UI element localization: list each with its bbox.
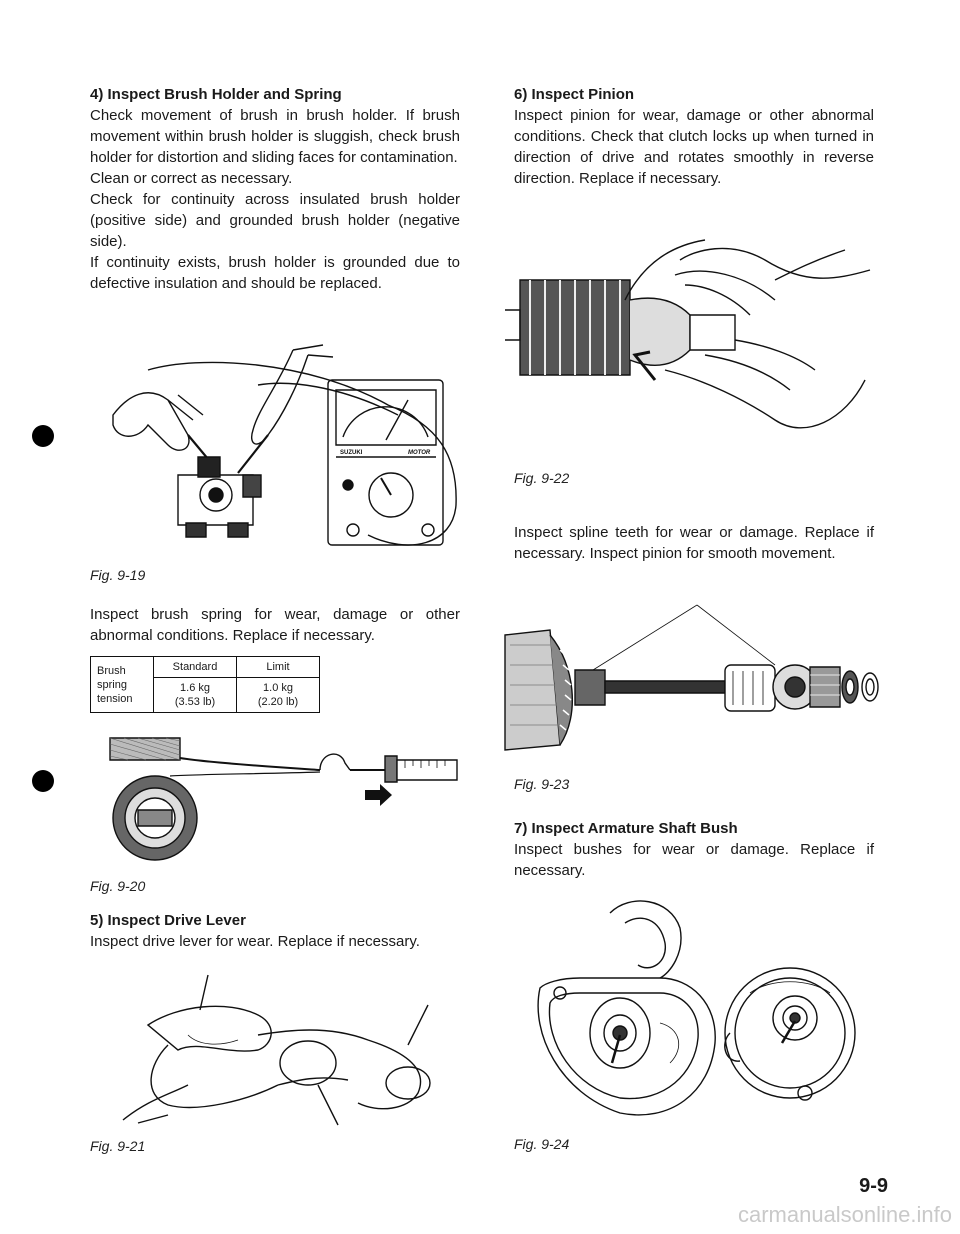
fig-9-21-illustration bbox=[108, 975, 448, 1130]
table-limit-kg: 1.0 kg bbox=[263, 682, 293, 694]
meter-brand-label: SUZUKI bbox=[340, 450, 363, 456]
spline-text: Inspect spline teeth for wear or damage. Replace if necessary. Inspect pinion for smooth movement. bbox=[514, 524, 874, 562]
table-limit-value bbox=[237, 678, 320, 713]
section-7-para-1: Inspect bushes for wear or damage. Replace if necessary. bbox=[514, 841, 874, 879]
table-row-header: Brush spring tension bbox=[91, 657, 154, 713]
binder-hole-bottom bbox=[32, 770, 54, 792]
section-7 bbox=[514, 820, 874, 881]
section-4-para-3: Check for continuity across insulated brush holder (positive side) and grounded brush holder (negative side). bbox=[90, 191, 460, 250]
section-7-heading: 7) Inspect Armature Shaft Bush bbox=[514, 820, 738, 837]
fig-9-22-caption: Fig. 9-22 bbox=[514, 470, 570, 486]
page-number: 9-9 bbox=[859, 1175, 888, 1197]
table-standard-lb: (3.53 lb) bbox=[174, 696, 216, 708]
fig-9-19-caption: Fig. 9-19 bbox=[90, 567, 146, 583]
table-standard-kg: 1.6 kg bbox=[180, 682, 210, 694]
fig-9-24-illustration bbox=[520, 893, 860, 1121]
section-5 bbox=[90, 912, 460, 952]
meter-motor-label: MOTOR bbox=[408, 450, 431, 456]
fig-9-20-illustration bbox=[110, 738, 460, 863]
table-limit-lb: (2.20 lb) bbox=[257, 696, 299, 708]
watermark-footer: carmanualsonline.info bbox=[737, 1202, 952, 1227]
section-4-heading: 4) Inspect Brush Holder and Spring bbox=[90, 86, 342, 103]
section-4-para-1: Check movement of brush in brush holder. If brush movement within brush holder is sluggish, check brush holder for distortion and sliding faces for contamination. bbox=[90, 107, 460, 166]
left-column bbox=[90, 86, 460, 294]
fig-9-24-caption: Fig. 9-24 bbox=[514, 1136, 570, 1152]
section-4-para-4: If continuity exists, brush holder is grounded due to defective insulation and should be replaced. bbox=[90, 254, 460, 292]
section-5-heading: 5) Inspect Drive Lever bbox=[90, 912, 246, 929]
table-col-standard-header: Standard bbox=[154, 657, 237, 678]
brush-spring-text: Inspect brush spring for wear, damage or other abnormal conditions. Replace if necessary. bbox=[90, 606, 460, 644]
fig-9-23-illustration bbox=[505, 605, 885, 755]
section-6-heading: 6) Inspect Pinion bbox=[514, 86, 635, 103]
fig-9-23-caption: Fig. 9-23 bbox=[514, 776, 570, 792]
fig-9-21-caption: Fig. 9-21 bbox=[90, 1138, 146, 1154]
fig-9-19-illustration bbox=[108, 345, 463, 570]
section-6-para-1: Inspect pinion for wear, damage or other abnormal conditions. Check that clutch locks up when turned in direction of drive and rotates smoothly in reverse direction. Replace if necessary. bbox=[514, 107, 874, 187]
brush-spring-spec-table bbox=[90, 656, 320, 713]
table-standard-value bbox=[154, 678, 237, 713]
section-4-para-2: Clean or correct as necessary. bbox=[90, 170, 293, 187]
table-col-limit-header: Limit bbox=[237, 657, 320, 678]
section-6 bbox=[514, 86, 874, 189]
section-5-para-1: Inspect drive lever for wear. Replace if necessary. bbox=[90, 933, 420, 950]
binder-hole-top bbox=[32, 425, 54, 447]
fig-9-20-caption: Fig. 9-20 bbox=[90, 878, 146, 894]
fig-9-22-illustration bbox=[505, 240, 870, 455]
